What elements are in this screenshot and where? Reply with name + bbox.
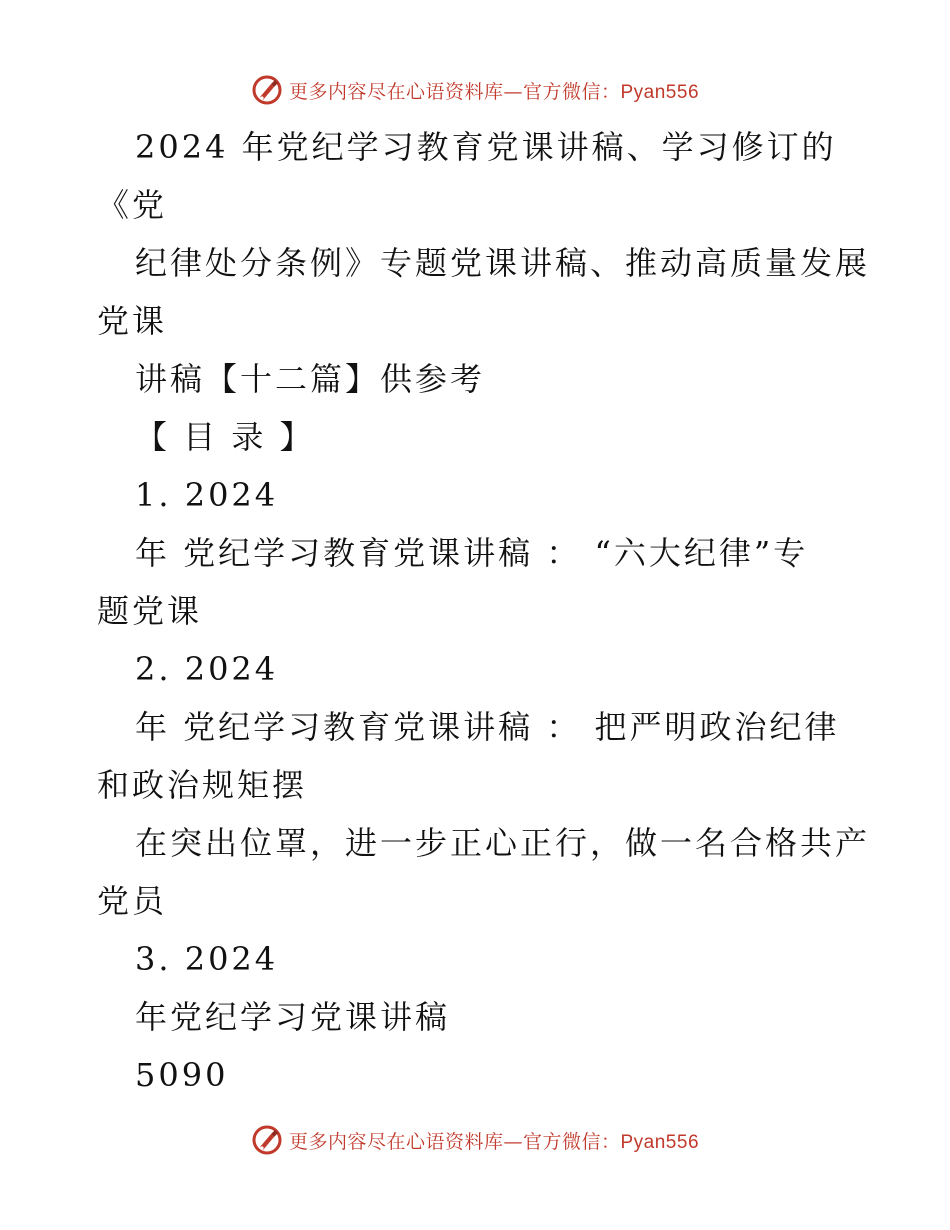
title-line-1: 2024 年党纪学习教育党课讲稿、学习修订的 xyxy=(135,128,837,166)
watermark-text: 更多内容尽在心语资料库 xyxy=(288,1130,504,1153)
watermark-text: 更多内容尽在心语资料库 xyxy=(288,80,504,103)
watermark-wechat-id: Pyan556 xyxy=(620,81,700,103)
watermark-wechat-label: 官方微信： xyxy=(522,1130,621,1153)
header-watermark xyxy=(0,70,950,110)
toc-item-2-text-cont: 和政治规矩摆 xyxy=(97,766,308,804)
toc-item-2-number: 2. 2024 xyxy=(135,650,279,688)
toc-item-1-text: 年 党纪学习教育党课讲稿 ： “六大纪律”专 xyxy=(135,534,809,572)
pen-logo-icon xyxy=(251,74,283,106)
title-line-5: 讲稿【十二篇】供参考 xyxy=(135,360,486,398)
toc-item-1-text-cont: 题党课 xyxy=(97,592,203,630)
title-line-3: 纪律处分条例》专题党课讲稿、推动高质量发展 xyxy=(135,244,871,282)
title-line-4: 党课 xyxy=(97,302,168,340)
toc-item-3-text: 年党纪学习党课讲稿 xyxy=(135,998,451,1036)
toc-item-2-text-cont-3: 党员 xyxy=(97,882,168,920)
footer-watermark xyxy=(0,1120,950,1160)
toc-item-1-number: 1. 2024 xyxy=(135,476,279,514)
watermark-dash: — xyxy=(503,80,523,103)
toc-item-3-number: 3. 2024 xyxy=(135,940,279,978)
watermark-dash: — xyxy=(503,1130,523,1153)
title-line-2: 《党 xyxy=(97,186,168,224)
watermark-wechat-id: Pyan556 xyxy=(620,1131,700,1153)
watermark-wechat-label: 官方微信： xyxy=(522,80,621,103)
toc-heading: 【 目 录 】 xyxy=(135,418,315,456)
pen-logo-icon xyxy=(251,1124,283,1156)
toc-item-3-text-cont: 5090 xyxy=(135,1056,229,1094)
toc-item-2-text: 年 党纪学习教育党课讲稿 ： 把严明政治纪律 xyxy=(135,708,840,746)
toc-item-2-text-cont-2: 在突出位罩，进一步正心正行，做一名合格共产 xyxy=(135,824,871,862)
